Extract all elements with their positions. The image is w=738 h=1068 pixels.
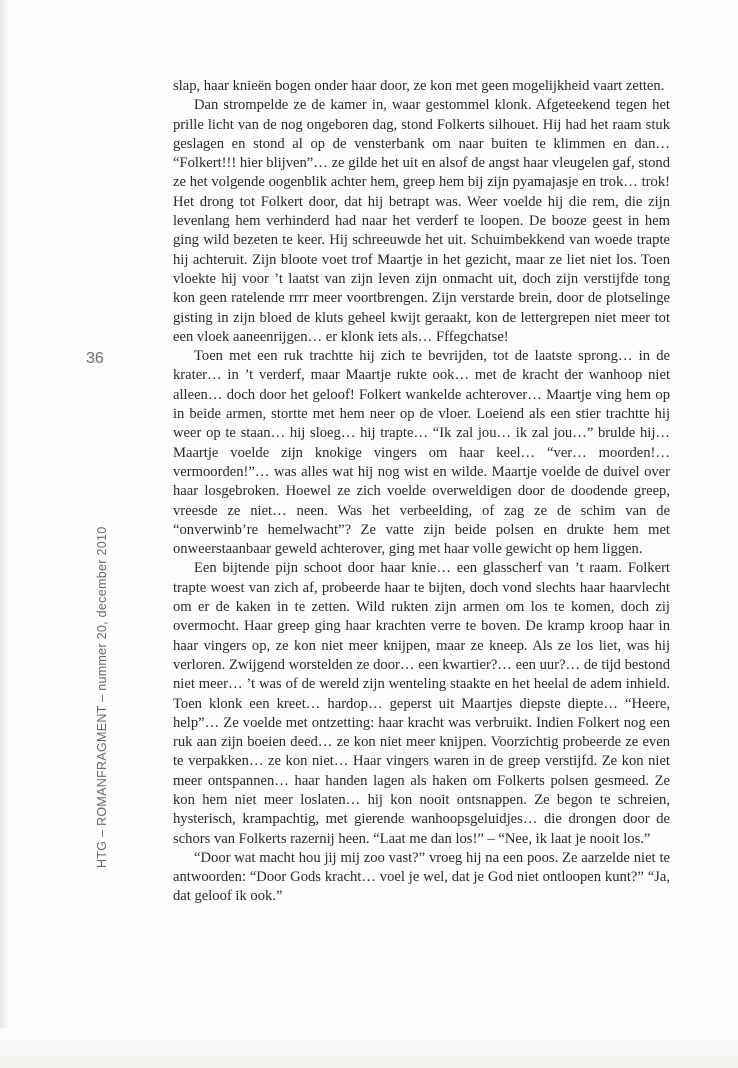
paragraph-5: “Door wat macht hou jij mij zoo vast?” vroeg hij na een poos. Ze aarzelde niet te antwoorden: “Door Gods kracht… voel je wel, dat je God niet ontloopen kunt?” “Ja, dat geloof ik ook.” bbox=[173, 849, 670, 905]
paragraph-3: Toen met een ruk trachtte hij zich te bevrijden, tot de laatste sprong… in de krater… in ’t verderf, maar Maartje rukte ook… met de kracht der wanhoop niet alleen… doch door het geloof! Folkert wankelde achterover… Maartje ving hem op in beide armen, stortte met hem neer op de vloer. Loeiend als een stier trachtte hij weer op te staan… hij sloeg… hij trapte… “Ik zal jou… ik zal jou…” brulde hij… Maartje voelde zijn knokige vingers om haar keel… “ver… moorden!… vermoorden!”… was alles wat hij nog wist en wilde. Maartje voelde de duivel over haar losgebroken. Hoewel ze zich voelde overweldigen door de doodende greep, vreesde ze niet… neen. Was het verbeelding, of zag ze de schim van de “onverwinb’re hemelwacht”? Ze vatte zijn beide polsen en drukte hem met onweerstaanbaar geweld achterover, ging met haar volle gewicht op hem liggen. bbox=[173, 348, 670, 558]
running-head: HTG – ROMANFRAGMENT – nummer 20, december 2010 bbox=[95, 526, 109, 868]
page-bottom-shade bbox=[0, 1028, 738, 1068]
paragraph-4: Een bijtende pijn schoot door haar knie… een glasscherf van ’t raam. Folkert trapte woest van zich af, probeerde haar te bijten, doch vond slechts haar haarvlecht om er de kaken in te zetten. Wild rukten zijn armen om los te komen, doch zij overmocht. Haar greep ging haar krachten verre te boven. De kramp kroop haar in haar vingers op, ze kon niet meer knijpen, maar ze kneep. Als ze los liet, was hij verloren. Zwijgend worstelden ze door… een kwartier?… een uur?… de tijd bestond niet meer… ’t was of de wereld zijn wenteling staakte en het heelal de adem inhield. Toen klonk een kreet… hardop… geperst uit Maartjes diepste diepte… “Heere, help”… Ze voelde met ontzetting: haar kracht was verbruikt. Indien Folkert nog een ruk aan zijn boeien deed… ze kon niet meer knijpen. Voorzichtig probeerde ze even te verpakken… ze kon niet… Haar vingers waren in de greep verstijfd. Ze kon niet meer ontspannen… haar handen lagen als haken om Folkerts polsen gesmeed. Ze kon hem niet meer loslaten… hij kon nooit ontsnappen. Ze begon te schreien, hysterisch, krampachtig, met gierende wanhoopsgeluidjes… die drongen door de schors van Folkerts razernij heen. “Laat me dan los!” – “Nee, ik laat je nooit los.” bbox=[173, 560, 670, 847]
paragraph-1: slap, haar knieën bogen onder haar door, ze kon met geen mogelijkheid vaart zetten. bbox=[173, 78, 665, 94]
page-number: 36 bbox=[86, 350, 104, 367]
paragraph-2: Dan strompelde ze de kamer in, waar gestommel klonk. Afgeteekend tegen het prille licht van de nog ongeboren dag, stond Folkerts silhouet. Hij had het raam stuk geslagen en stond al op de vensterbank om naar buiten te klimmen en dan… “Folkert!!! hier blijven”… ze gilde het uit en alsof de angst haar vleugelen gaf, stond ze het volgende oogenblik achter hem, greep hem bij zijn pyamajasje en trok… trok! Het drong tot Folkert door, dat hij betrapt was. Weer voelde hij die rem, die zijn levenlang hem verhinderd had naar het verderf te loopen. De booze geest in hem ging wild bezeten te keer. Hij schreeuwde het uit. Schuimbekkend van woede trapte hij achteruit. Zijn bloote voet trof Maartje in het gezicht, maar ze liet niet los. Toen vloekte hij voor ’t laatst van zijn leven zijn onmacht uit, doch zijn verstijfde tong kon geen ratelende rrrr meer voortbrengen. Zijn verstarde brein, door de plotselinge gisting in zijn bloed de kluts geheel kwijt geraakt, kon de lettergrepen niet meer tot een vloek aaneenrijgen… er klonk iets als… Fffegchatse! bbox=[173, 97, 670, 345]
page-gutter-shadow bbox=[0, 0, 10, 1068]
body-text bbox=[173, 77, 670, 907]
